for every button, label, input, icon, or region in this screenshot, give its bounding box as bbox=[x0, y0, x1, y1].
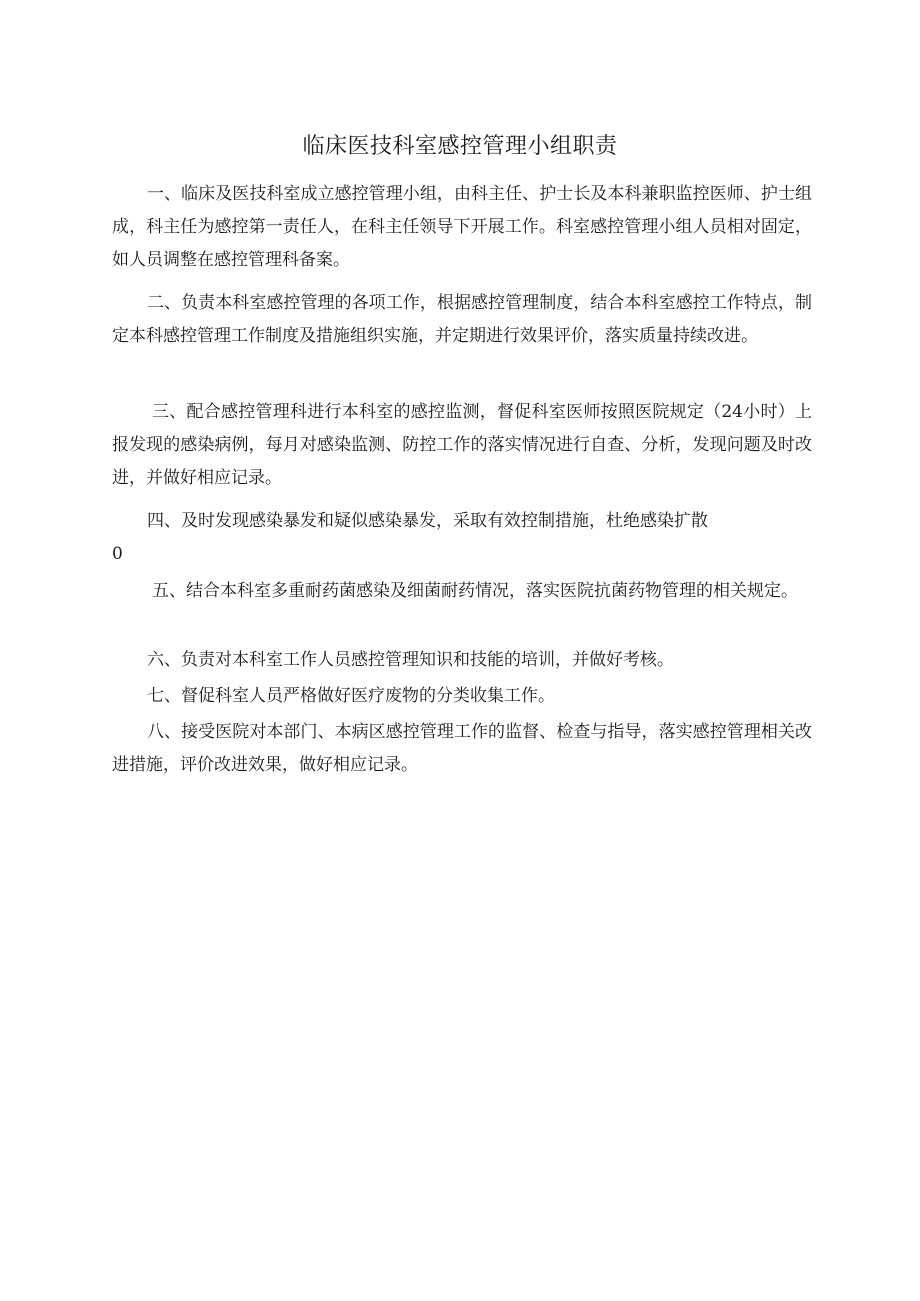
paragraph-7: 七、督促科室人员严格做好医疗废物的分类收集工作。 bbox=[147, 686, 555, 706]
paragraph-2: 二、负责本科室感控管理的各项工作，根据感控管理制度，结合本科室感控工作特点，制定本科感控管理工作制度及措施组织实施，并定期进行效果评价，落实质量持续改进。 bbox=[112, 293, 812, 346]
paragraph-1: 一、临床及医技科室成立感控管理小组，由科主任、护士长及本科兼职监控医师、护士组成，科主任为感控第一责任人，在科主任领导下开展工作。科室感控管理小组人员相对固定，如人员调整在感控管理科备案。 bbox=[112, 184, 812, 270]
paragraph-5: 五、结合本科室多重耐药菌感染及细菌耐药情况，落实医院抗菌药物管理的相关规定。 bbox=[152, 581, 798, 601]
paragraph-4-tail: 0 bbox=[112, 544, 123, 564]
paragraph-4: 四、及时发现感染暴发和疑似感染暴发，采取有效控制措施，杜绝感染扩散 bbox=[147, 511, 708, 531]
page-title: 临床医技科室感控管理小组职责 bbox=[302, 134, 618, 159]
paragraph-8: 八、接受医院对本部门、本病区感控管理工作的监督、检查与指导，落实感控管理相关改进措施，评价改进效果，做好相应记录。 bbox=[112, 722, 812, 775]
paragraph-3: 三、配合感控管理科进行本科室的感控监测，督促科室医师按照医院规定（24小时）上报发现的感染病例，每月对感染监测、防控工作的落实情况进行自查、分析，发现问题及时改进，并做好相应记录。 bbox=[112, 402, 812, 488]
paragraph-6: 六、负责对本科室工作人员感控管理知识和技能的培训，并做好考核。 bbox=[147, 650, 674, 670]
